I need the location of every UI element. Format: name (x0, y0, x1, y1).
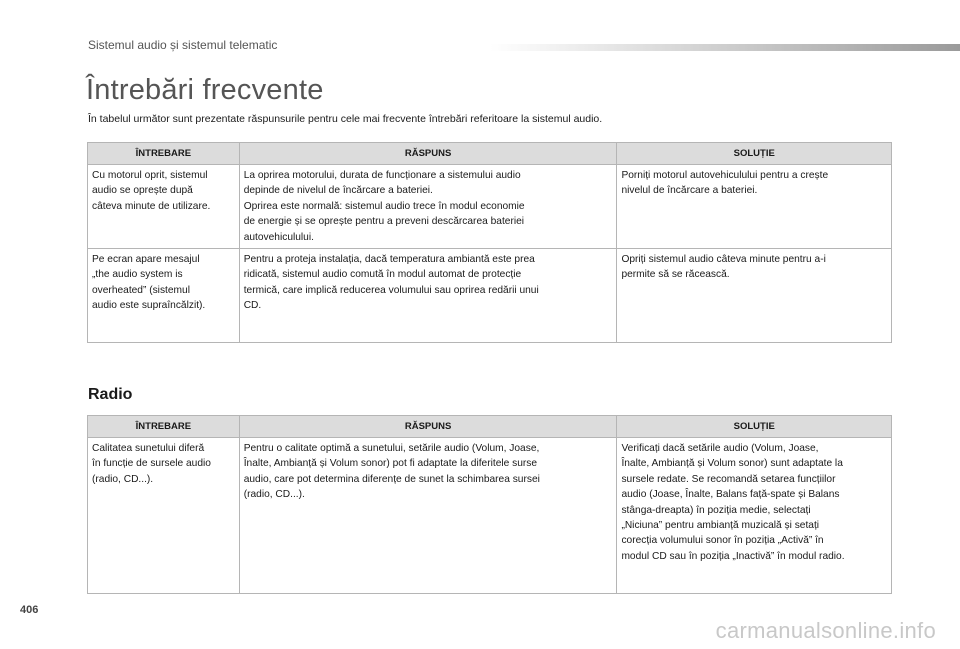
question-cell: Calitatea sunetului diferă în funcție de sursele audio (radio, CD...). (88, 438, 240, 594)
question-cell: Cu motorul oprit, sistemul audio se oprește după câteva minute de utilizare. (88, 165, 240, 249)
section-title-radio: Radio (88, 386, 133, 403)
header-answer: RĂSPUNS (239, 143, 617, 165)
solution-cell: Porniți motorul autovehiculului pentru a crește nivelul de încărcare a bateriei. (617, 165, 892, 249)
watermark: carmanualsonline.info (715, 618, 936, 643)
table-header-row (88, 416, 892, 438)
header-question: ÎNTREBARE (88, 416, 240, 438)
header-question: ÎNTREBARE (88, 143, 240, 165)
page-title: Întrebări frecvente (86, 74, 324, 106)
faq-table-audio (87, 142, 892, 343)
faq-table-radio (87, 415, 892, 594)
table-row (88, 249, 892, 343)
answer-cell: Pentru a proteja instalația, dacă temperatura ambiantă este prea ridicată, sistemul audio comută în modul automat de protecție termică, care implică reducerea volumului sau oprirea redării unui CD. (239, 249, 617, 343)
answer-cell: La oprirea motorului, durata de funcționare a sistemului audio depinde de nivelul de încărcare a bateriei. Oprirea este normală: sistemul audio trece în modul economie de energie și se oprește pentru a preveni descărcarea bateriei autovehiculului. (239, 165, 617, 249)
table-header-row (88, 143, 892, 165)
solution-cell: Opriți sistemul audio câteva minute pentru a-i permite să se răcească. (617, 249, 892, 343)
table-row (88, 165, 892, 249)
header-answer: RĂSPUNS (239, 416, 617, 438)
intro-text: În tabelul următor sunt prezentate răspunsurile pentru cele mai frecvente întrebări referitoare la sistemul audio. (88, 113, 603, 125)
solution-cell: Verificați dacă setările audio (Volum, Joase, Înalte, Ambianță și Volum sonor) sunt adaptate la sursele redate. Se recomandă setarea funcțiilor audio (Joase, Înalte, Balans față-spate și Balans stânga-dreapta) în poziția medie, selectați „Niciuna” pentru ambianță muzicală și setați corecția volumului sonor în poziția „Activă” în modul CD sau în poziția „Inactivă” în modul radio. (617, 438, 892, 594)
header-solution: SOLUȚIE (617, 143, 892, 165)
header-gradient-bar (490, 44, 960, 51)
question-cell: Pe ecran apare mesajul „the audio system is overheated” (sistemul audio este supraîncălzit). (88, 249, 240, 343)
table-row (88, 438, 892, 594)
header-solution: SOLUȚIE (617, 416, 892, 438)
page-number: 406 (20, 604, 39, 616)
section-header: Sistemul audio și sistemul telematic (88, 38, 278, 52)
answer-cell: Pentru o calitate optimă a sunetului, setările audio (Volum, Joase, Înalte, Ambianță și Volum sonor) pot fi adaptate la diferitele surse audio, care pot determina diferențe de sunet la schimbarea sursei (radio, CD...). (239, 438, 617, 594)
